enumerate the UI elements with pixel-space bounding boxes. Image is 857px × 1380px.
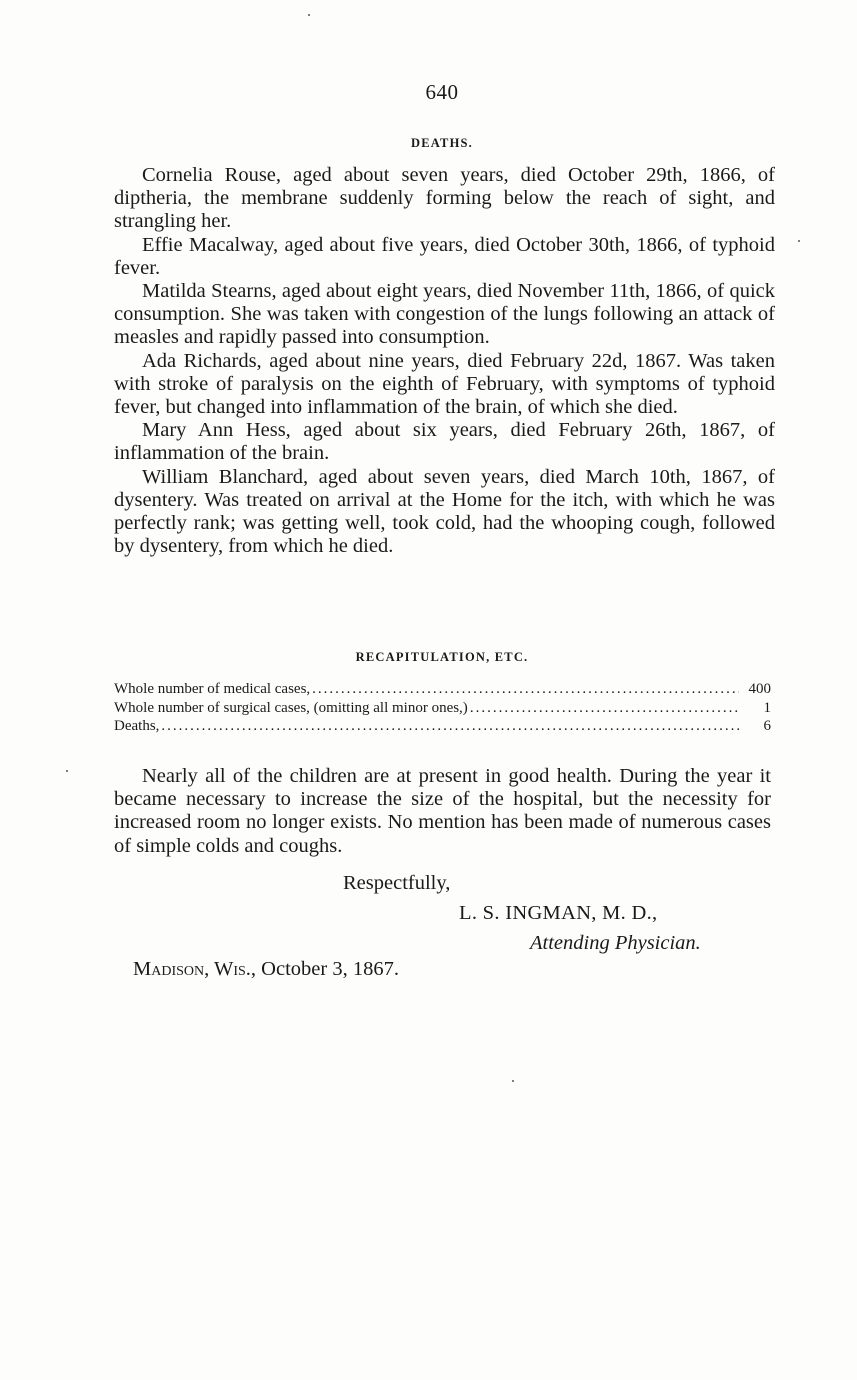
- dot-leader: [470, 699, 739, 718]
- recap-row: [114, 717, 771, 736]
- death-entry: Effie Macalway, aged about five years, died October 30th, 1866, of typhoid fever.: [114, 233, 775, 279]
- dot-leader: [161, 717, 739, 736]
- recap-value: 1: [763, 699, 771, 716]
- scan-speck: [798, 240, 800, 242]
- signer-name: L. S. INGMAN, M. D.,: [459, 902, 658, 924]
- recapitulation-table: [114, 680, 771, 736]
- deaths-heading: DEATHS.: [410, 136, 473, 150]
- signer-title: Attending Physician.: [530, 932, 701, 954]
- recap-row: [114, 680, 771, 699]
- scan-speck: [66, 770, 68, 772]
- death-entry: William Blanchard, aged about seven years, died March 10th, 1867, of dysentery. Was treated on arrival at the Home for the itch, with which he was perfectly rank; was getting well, took cold, had the whooping cough, followed by dysentery, from which he died.: [114, 465, 775, 558]
- place-date: [133, 958, 399, 981]
- death-entry: Matilda Stearns, aged about eight years, died November 11th, 1866, of quick consumption. She was taken with congestion of the lungs following an attack of measles and rapidly passed into consumption.: [114, 280, 775, 349]
- death-entry: Mary Ann Hess, aged about six years, died February 26th, 1867, of inflammation of the brain.: [114, 419, 775, 465]
- salutation: Respectfully,: [343, 872, 451, 894]
- recap-value: 400: [748, 681, 771, 697]
- place: Madison, Wis.,: [133, 958, 257, 980]
- recap-label: Whole number of medical cases,: [114, 681, 311, 697]
- page-number: 640: [425, 80, 459, 104]
- recap-value: 6: [763, 718, 771, 734]
- date: October 3, 1867.: [261, 958, 399, 980]
- recap-row: [114, 699, 771, 718]
- dot-leader: [312, 680, 739, 699]
- scan-speck: [512, 1080, 514, 1082]
- scan-speck: [308, 14, 310, 16]
- closing-paragraph: Nearly all of the children are at present in good health. During the year it became necessary to increase the size of the hospital, but the necessity for increased room no longer exists. No mention has been made of numerous cases of simple colds and coughs.: [114, 765, 771, 857]
- deaths-list: [114, 164, 775, 558]
- recapitulation-heading: RECAPITULATION, ETC.: [355, 650, 529, 664]
- death-entry: Ada Richards, aged about nine years, died February 22d, 1867. Was taken with stroke of paralysis on the eighth of February, with symptoms of typhoid fever, but changed into inflammation of the brain, of which she died.: [114, 349, 775, 419]
- recap-label: Whole number of surgical cases, (omitting all minor ones,): [114, 699, 468, 716]
- death-entry: Cornelia Rouse, aged about seven years, died October 29th, 1866, of diptheria, the membrane suddenly forming below the reach of sight, and strangling her.: [114, 164, 775, 233]
- recap-label: Deaths,: [114, 718, 160, 734]
